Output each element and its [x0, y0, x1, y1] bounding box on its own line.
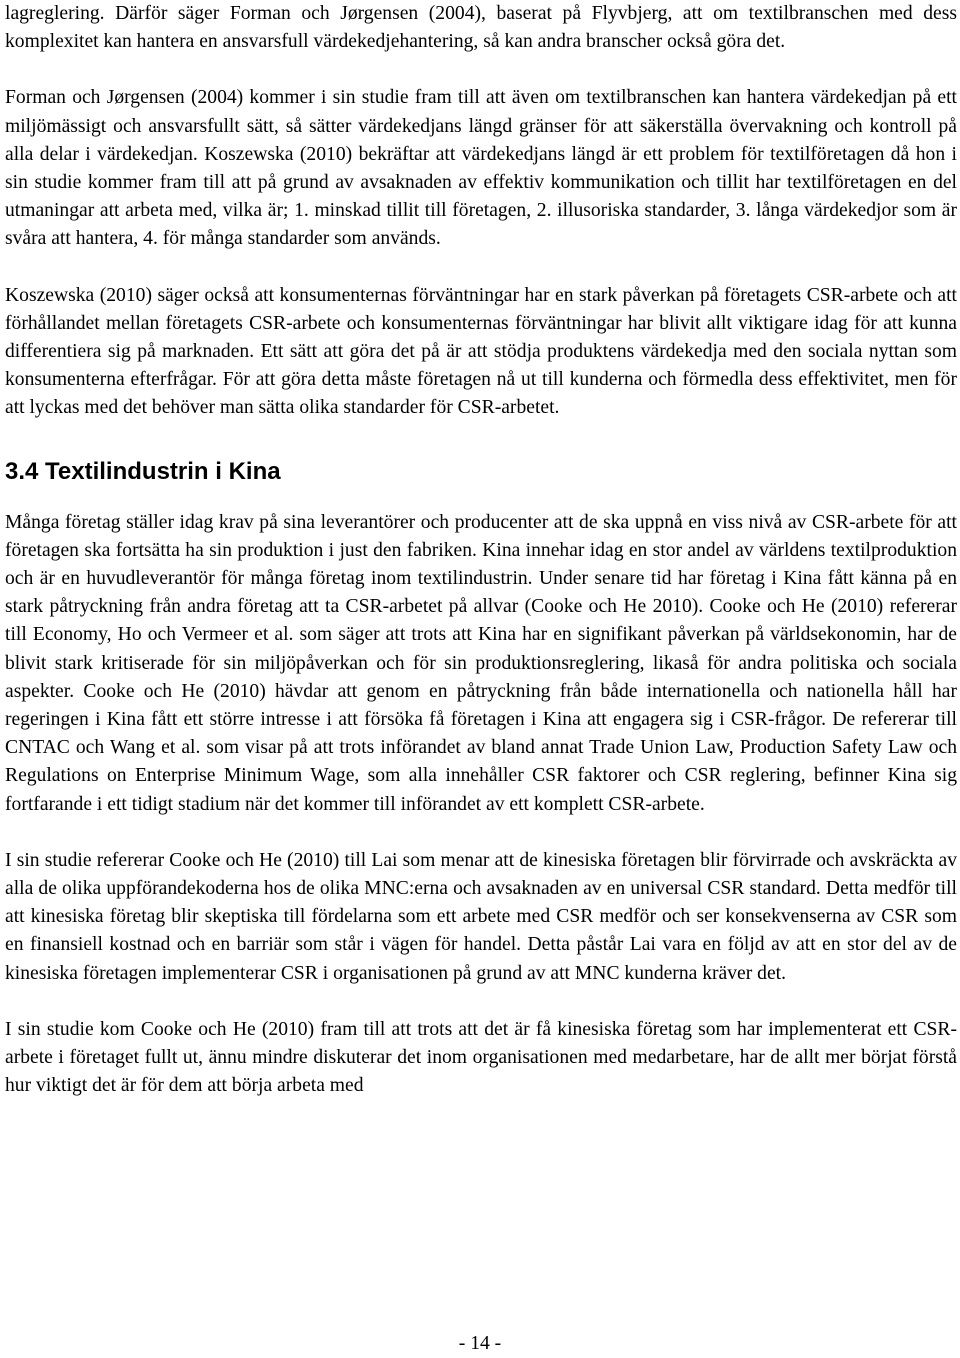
paragraph-consumer-expectations: Koszewska (2010) säger också att konsumenternas förväntningar har en stark påverkan på företagets CSR-arbete och att förhållandet mellan företagets CSR-arbete och konsumenternas förväntningar har blivit allt viktigare idag för att kunna differentiera sig på marknaden. Ett sätt att göra det på är att stödja produktens värdekedja med den sociala nyttan som konsumenterna efterfrågar. För att göra detta måste företagen nå ut till kunderna och förmedla dess effektivitet, men för att lyckas med det behöver man sätta olika standarder för CSR-arbetet. — [5, 284, 957, 419]
paragraph-cooke-he-conclusion: I sin studie kom Cooke och He (2010) fram till att trots att det är få kinesiska företag som har implementerat ett CSR-arbete i företaget fullt ut, ännu mindre diskuterar det inom organisationen med medarbetare, har de allt mer börjat förstå hur viktigt det är för dem att börja arbeta med — [5, 1018, 957, 1097]
page-number: - 14 - — [458, 1333, 502, 1354]
paragraph-gap — [5, 56, 957, 84]
paragraph-lai-study: I sin studie refererar Cooke och He (2010) till Lai som menar att de kinesiska företagen blir förvirrade och avskräckta av alla de olika uppförandekoderna hos de olika MNC:erna och avsaknaden av en universal CSR standard. Detta medför till att kinesiska företag blir skeptiska till fördelarna som ett arbete med CSR medför och ser konsekvenserna av CSR som en finansiell kostnad och en barriär som står i vägen för handel. Detta påstår Lai vara en följd av att en stor del av de kinesiska företagen implementerar CSR i organisationen på grund av att MNC kunderna kräver det. — [5, 849, 957, 984]
heading-gap — [5, 423, 957, 457]
paragraph-gap — [5, 988, 957, 1016]
paragraph-gap — [5, 819, 957, 847]
paragraph-value-chain-length: Forman och Jørgensen (2004) kommer i sin studie fram till att även om textilbranschen kan hantera värdekedjan på ett miljömässigt och ansvarsfullt sätt, så sätter värdekedjans längd gränser för att säkerställa övervakning och kontroll på alla delar i värdekedjan. Koszewska (2010) bekräftar att värdekedjans längd är ett problem för textilföretagen då hon i sin studie kommer fram till att på grund av avsaknaden av effektiv kommunikation och tillit har textilföretagen en del utmaningar att arbeta med, vilka är; 1. minskad tillit till företagen, 2. illusoriska standarder, 3. långa värdekedjor som är svåra att hantera, 4. för många standarder som används. — [5, 87, 957, 250]
paragraph-china-requirements: Många företag ställer idag krav på sina leverantörer och producenter att de ska uppnå en viss nivå av CSR-arbete för att företagen ska fortsätta ha sin produktion i just den fabriken. Kina innehar idag en stor andel av världens textilproduktion och är en huvudleverantör för många företag inom textilindustrin. Under senare tid har företag i Kina fått känna på en stark påtryckning från andra företag att ta CSR-arbetet på allvar (Cooke och He 2010). Cooke och He (2010) refererar till Economy, Ho och Vermeer et al. som säger att trots att Kina har en signifikant påverkan på världsekonomin, har de blivit stark kritiserade för sin miljöpåverkan och för sin produktionsreglering, likaså för andra politiska och sociala aspekter. Cooke och He (2010) hävdar att genom en påtryckning från både internationella och nationella håll har regeringen i Kina fått ett större intresse i att försöka få företagen i Kina att engagera sig i CSR-frågor. De refererar till CNTAC och Wang et al. som visar på att trots införandet av bland annat Trade Union Law, Production Safety Law och Regulations on Enterprise Minimum Wage, som alla innehåller CSR faktorer och CSR reglering, befinner Kina sig fortfarande i ett tidigt stadium när det kommer till införandet av ett komplett CSR-arbete. — [5, 511, 957, 815]
document-page — [5, 0, 957, 1101]
section-heading: 3.4 Textilindustrin i Kina — [5, 457, 281, 485]
paragraph-continued: lagreglering. Därför säger Forman och Jørgensen (2004), baserat på Flyvbjerg, att om textilbranschen med dess komplexitet kan hantera en ansvarsfull värdekedjehantering, så kan andra branscher också göra det. — [5, 3, 957, 53]
paragraph-gap — [5, 254, 957, 282]
heading-gap — [5, 487, 957, 509]
